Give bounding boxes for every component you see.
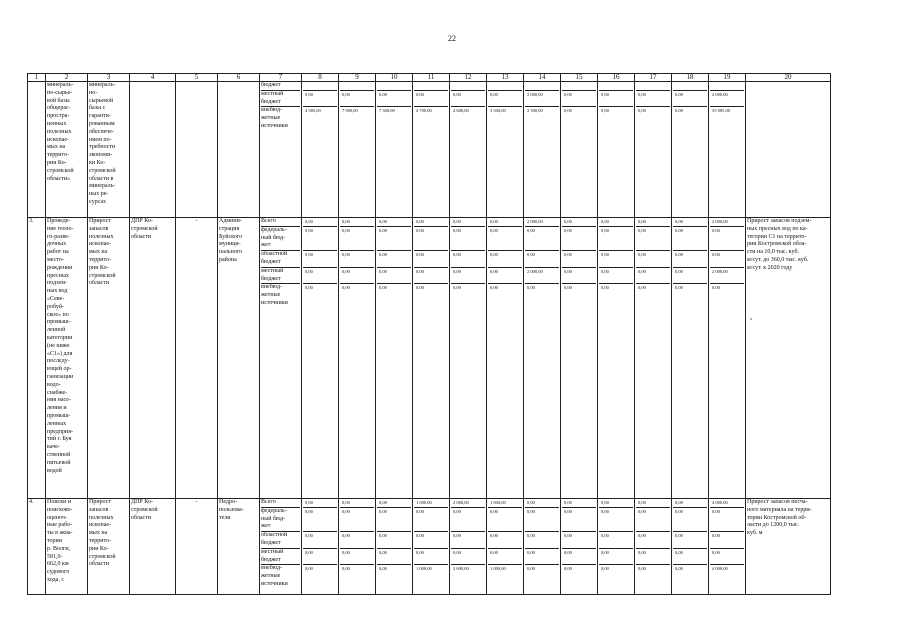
cell-participant	[218, 82, 260, 218]
amount-value	[636, 82, 670, 91]
amount-value: 0,00	[414, 91, 448, 108]
amount-value: 0,00	[673, 499, 707, 508]
funding-source-label: федераль- ный бюд- жет	[261, 508, 300, 532]
cell-amount-col-13	[487, 82, 524, 218]
amount-value: 0,00	[562, 227, 596, 251]
amount-value: 0,00	[342, 566, 350, 572]
cell-participant: Админи- страция Буйского муници- пального района	[218, 218, 260, 499]
cell-measure-name: минераль- но-сырье- вой базы общерас- простра- ненных полезных ископае- мых на террито- рии Ко- стромской области»	[46, 82, 88, 218]
column-number-header	[28, 74, 831, 82]
amount-value: 1 000,00	[414, 499, 448, 508]
amount-value: 0,00	[340, 91, 374, 108]
amount-value: 0,00	[562, 268, 596, 285]
amount-value: 0,00	[377, 549, 411, 566]
amount-value: 0,00	[636, 91, 670, 108]
amount-value: 0,00	[562, 499, 596, 508]
amount-value: 0,00	[636, 508, 670, 532]
amount-value: 2 000,00	[451, 499, 485, 508]
amount-value: 0,00	[414, 532, 448, 549]
funding-source-label: областной бюджет	[261, 532, 300, 549]
amount-value	[451, 82, 485, 91]
amount-value: 0,00	[451, 268, 485, 285]
amount-value: 0,00	[673, 91, 707, 108]
cell-amount-col-12	[450, 499, 487, 595]
column-number-7: 7	[260, 74, 302, 82]
amount-value: 0,00	[599, 508, 633, 532]
funding-source-label: внебюд- жетные источники	[261, 565, 288, 587]
column-number-5: 5	[176, 74, 218, 82]
amount-value: 0,00	[599, 227, 633, 251]
amount-value: 0,00	[379, 566, 387, 572]
cell-amount-col-15	[561, 218, 598, 499]
table-row	[28, 499, 831, 595]
amount-value: 0,00	[673, 508, 707, 532]
amount-value: 0,00	[675, 108, 683, 114]
amount-value: 0,00	[490, 285, 498, 291]
amount-value: 0,00	[451, 91, 485, 108]
amount-value: 0,00	[673, 251, 707, 268]
amount-value: 2 000,00	[710, 91, 744, 108]
cell-amount-col-12	[450, 218, 487, 499]
amount-value: 0,00	[599, 268, 633, 285]
amount-value: 0,00	[599, 218, 633, 227]
amount-value: 0,00	[488, 549, 522, 566]
amount-value: 0,00	[562, 251, 596, 268]
amount-value: 0,00	[377, 251, 411, 268]
column-number-16: 16	[598, 74, 635, 82]
amount-value: 0,00	[377, 227, 411, 251]
column-number-14: 14	[524, 74, 561, 82]
cell-expected-result: минераль- но- сырьевой базы с гаранти- рованным обеспече- нием по- требности экономи- ки Ко- стромской области в минераль- ных ре- сурсах	[88, 82, 130, 218]
funding-source-label: Всего	[261, 499, 300, 508]
funding-source-label: Всего	[261, 218, 300, 227]
cell-expected-result: Прирост запасов полезных ископае- мых на террито- рии Ко- стромской области	[88, 218, 130, 499]
amount-value: 0,00	[340, 549, 374, 566]
amount-value: 0,00	[562, 218, 596, 227]
amount-value: 0,00	[636, 218, 670, 227]
cell-amount-col-18	[672, 218, 709, 499]
cell-amount-col-13	[487, 499, 524, 595]
amount-value: 0,00	[636, 499, 670, 508]
amount-value: 0,00	[638, 566, 646, 572]
amount-value: 4 585,00	[305, 108, 321, 114]
cell-amount-col-14	[524, 82, 561, 218]
amount-value: 0,00	[525, 532, 559, 549]
amount-value: 0,00	[525, 508, 559, 532]
amount-value: 0,00	[636, 268, 670, 285]
amount-value	[377, 82, 411, 91]
column-number-8: 8	[302, 74, 339, 82]
stray-mark	[750, 318, 752, 320]
cell-funding-sources	[260, 499, 302, 595]
amount-value: 0,00	[601, 108, 609, 114]
amount-value: 0,00	[414, 268, 448, 285]
column-number-18: 18	[672, 74, 709, 82]
cell-amount-col-16	[598, 218, 635, 499]
amount-value: 0,00	[453, 285, 461, 291]
cell-number: 3.	[28, 218, 46, 499]
cell-amount-col-9	[339, 499, 376, 595]
amount-value: 0,00	[451, 218, 485, 227]
amount-value: 3 500,00	[490, 108, 506, 114]
amount-value: 0,00	[562, 549, 596, 566]
amount-value: 0,00	[414, 227, 448, 251]
amount-value: 0,00	[377, 532, 411, 549]
cell-amount-col-9	[339, 218, 376, 499]
cell-amount-col-14	[524, 218, 561, 499]
amount-value: 0,00	[564, 108, 572, 114]
amount-value: 0,00	[636, 549, 670, 566]
amount-value: 0,00	[303, 499, 337, 508]
cell-co-executor: -	[176, 218, 218, 499]
cell-amount-col-18	[672, 82, 709, 218]
amount-value: 0,00	[451, 532, 485, 549]
column-number-4: 4	[130, 74, 176, 82]
amount-value: 0,00	[414, 218, 448, 227]
amount-value: 2 000,00	[525, 218, 559, 227]
cell-amount-col-19	[709, 82, 746, 218]
amount-value: 0,00	[673, 532, 707, 549]
amount-value: 2 000,00	[710, 218, 744, 227]
amount-value: 0,00	[451, 508, 485, 532]
cell-target-indicator	[746, 82, 831, 218]
amount-value: 0,00	[377, 218, 411, 227]
table-row	[28, 82, 831, 218]
amount-value: 0,00	[675, 566, 683, 572]
amount-value: 0,00	[636, 227, 670, 251]
cell-amount-col-16	[598, 82, 635, 218]
cell-amount-col-8	[302, 218, 339, 499]
amount-value: 2 500,00	[527, 108, 543, 114]
cell-amount-col-8	[302, 82, 339, 218]
program-table	[27, 73, 831, 595]
amount-value: 0,00	[673, 227, 707, 251]
amount-value: 0,00	[340, 499, 374, 508]
amount-value	[340, 82, 374, 91]
column-number-15: 15	[561, 74, 598, 82]
amount-value: 4 700,00	[416, 108, 432, 114]
amount-value: 0,00	[305, 566, 313, 572]
amount-value: 0,00	[710, 251, 744, 268]
amount-value: 1 000,00	[490, 566, 506, 572]
cell-amount-col-11	[413, 218, 450, 499]
amount-value: 0,00	[416, 285, 424, 291]
column-number-11: 11	[413, 74, 450, 82]
amount-value: 0,00	[527, 566, 535, 572]
amount-value: 0,00	[599, 499, 633, 508]
cell-amount-col-16	[598, 499, 635, 595]
amount-value: 0,00	[340, 218, 374, 227]
amount-value: 0,00	[710, 227, 744, 251]
cell-coordinator	[130, 82, 176, 218]
amount-value: 0,00	[488, 532, 522, 549]
cell-co-executor	[176, 82, 218, 218]
column-number-12: 12	[450, 74, 487, 82]
amount-value: 0,00	[525, 227, 559, 251]
amount-value: 0,00	[710, 532, 744, 549]
amount-value: 0,00	[377, 508, 411, 532]
funding-source-label: внебюд- жетные источники	[261, 284, 288, 306]
amount-value: 0,00	[673, 218, 707, 227]
amount-value: 0,00	[340, 227, 374, 251]
cell-coordinator: ДПР Ко- стромской области	[130, 218, 176, 499]
table-row	[28, 218, 831, 499]
amount-value: 0,00	[488, 268, 522, 285]
amount-value	[673, 82, 707, 91]
amount-value: 0,00	[562, 532, 596, 549]
amount-value	[710, 82, 744, 91]
amount-value: 2 000,00	[710, 268, 744, 285]
amount-value: 0,00	[710, 508, 744, 532]
cell-co-executor: -	[176, 499, 218, 595]
amount-value: 4 600,00	[453, 108, 469, 114]
cell-coordinator: ДПР Ко- стромской области	[130, 499, 176, 595]
amount-value: 0,00	[414, 251, 448, 268]
amount-value	[488, 82, 522, 91]
amount-value: 0,00	[377, 499, 411, 508]
cell-amount-col-14	[524, 499, 561, 595]
amount-value	[599, 82, 633, 91]
cell-amount-col-11	[413, 82, 450, 218]
amount-value: 0,00	[527, 285, 535, 291]
amount-value: 7 900,00	[342, 108, 358, 114]
amount-value: 35 085,00	[712, 108, 730, 114]
amount-value: 0,00	[488, 227, 522, 251]
amount-value: 0,00	[638, 108, 646, 114]
amount-value: 0,00	[636, 532, 670, 549]
amount-value: 2 000,00	[525, 91, 559, 108]
amount-value: 0,00	[303, 549, 337, 566]
cell-amount-col-19	[709, 218, 746, 499]
amount-value: 0,00	[599, 251, 633, 268]
cell-amount-col-8	[302, 499, 339, 595]
amount-value: 0,00	[303, 218, 337, 227]
amount-value: 2 000,00	[453, 566, 469, 572]
amount-value: 0,00	[525, 251, 559, 268]
amount-value: 0,00	[599, 532, 633, 549]
cell-amount-col-19	[709, 499, 746, 595]
column-number-19: 19	[709, 74, 746, 82]
amount-value: 0,00	[488, 251, 522, 268]
funding-source-label: федераль- ный бюд- жет	[261, 227, 300, 251]
cell-amount-col-15	[561, 82, 598, 218]
cell-measure-name: Поиски и поисково- оценоч- ные рабо- ты в аква- тории р. Волги, 581,0- 662,0 км судового хода, с	[46, 499, 88, 595]
amount-value: 0,00	[488, 218, 522, 227]
amount-value: 0,00	[342, 285, 350, 291]
cell-target-indicator: Прирост запасов песча- ного материала на терри- тории Костромской об- ласти до 1200,0 тыс. куб. м	[746, 499, 831, 595]
amount-value: 0,00	[414, 508, 448, 532]
amount-value: 0,00	[303, 508, 337, 532]
cell-funding-sources	[260, 82, 302, 218]
cell-amount-col-9	[339, 82, 376, 218]
amount-value: 0,00	[451, 549, 485, 566]
funding-source-label: местный бюджет	[261, 268, 300, 285]
cell-amount-col-17	[635, 218, 672, 499]
amount-value: 0,00	[303, 227, 337, 251]
amount-value	[525, 82, 559, 91]
cell-number	[28, 82, 46, 218]
page-number: 22	[448, 34, 456, 43]
cell-amount-col-15	[561, 499, 598, 595]
amount-value: 0,00	[675, 285, 683, 291]
amount-value: 0,00	[599, 91, 633, 108]
amount-value: 7 300,00	[379, 108, 395, 114]
amount-value: 0,00	[488, 91, 522, 108]
amount-value: 2 000,00	[525, 268, 559, 285]
column-number-1: 1	[28, 74, 46, 82]
column-number-9: 9	[339, 74, 376, 82]
amount-value: 0,00	[340, 508, 374, 532]
amount-value: 0,00	[638, 285, 646, 291]
cell-amount-col-12	[450, 82, 487, 218]
amount-value: 0,00	[673, 549, 707, 566]
amount-value: 0,00	[379, 285, 387, 291]
amount-value: 0,00	[340, 251, 374, 268]
cell-amount-col-17	[635, 499, 672, 595]
amount-value: 4 000,00	[710, 499, 744, 508]
cell-amount-col-17	[635, 82, 672, 218]
amount-value: 0,00	[601, 285, 609, 291]
amount-value: 0,00	[305, 285, 313, 291]
cell-amount-col-10	[376, 499, 413, 595]
amount-value: 0,00	[414, 549, 448, 566]
amount-value: 0,00	[488, 508, 522, 532]
amount-value: 1 000,00	[416, 566, 432, 572]
amount-value: 0,00	[451, 251, 485, 268]
amount-value: 0,00	[710, 549, 744, 566]
cell-amount-col-10	[376, 82, 413, 218]
cell-amount-col-10	[376, 218, 413, 499]
cell-participant: Недро- пользова- тели	[218, 499, 260, 595]
funding-source-label: местный бюджет	[261, 91, 300, 108]
funding-source-label: бюджет	[261, 82, 300, 91]
column-number-17: 17	[635, 74, 672, 82]
cell-target-indicator: Прирост запасов подзем- ных пресных вод по ка- тегории С1 на террито- рии Костромской обла- сти на 10,0 тыс. куб. м/сут. до 360,0 тыс. куб. м/сут. к 2020 году	[746, 218, 831, 499]
amount-value: 0,00	[636, 251, 670, 268]
column-number-13: 13	[487, 74, 524, 82]
cell-amount-col-18	[672, 499, 709, 595]
amount-value: 1 000,00	[488, 499, 522, 508]
amount-value	[303, 82, 337, 91]
cell-number: 4.	[28, 499, 46, 595]
amount-value: 0,00	[562, 508, 596, 532]
amount-value	[414, 82, 448, 91]
amount-value: 0,00	[340, 532, 374, 549]
cell-funding-sources	[260, 218, 302, 499]
amount-value: 0,00	[303, 91, 337, 108]
amount-value: 0,00	[564, 566, 572, 572]
column-number-10: 10	[376, 74, 413, 82]
amount-value: 0,00	[303, 268, 337, 285]
amount-value: 0,00	[712, 285, 720, 291]
cell-expected-result: Прирост запасов полезных ископае- мых на террито- рии Ко- стромской области	[88, 499, 130, 595]
funding-source-label: областной бюджет	[261, 251, 300, 268]
column-number-6: 6	[218, 74, 260, 82]
amount-value: 0,00	[451, 227, 485, 251]
amount-value: 0,00	[564, 285, 572, 291]
cell-amount-col-13	[487, 218, 524, 499]
amount-value: 0,00	[599, 549, 633, 566]
cell-amount-col-11	[413, 499, 450, 595]
column-number-3: 3	[88, 74, 130, 82]
amount-value: 0,00	[340, 268, 374, 285]
amount-value: 0,00	[303, 251, 337, 268]
amount-value: 0,00	[525, 549, 559, 566]
funding-source-label: местный бюджет	[261, 549, 300, 566]
amount-value: 0,00	[562, 91, 596, 108]
amount-value: 0,00	[525, 499, 559, 508]
amount-value: 0,00	[601, 566, 609, 572]
amount-value: 0,00	[303, 532, 337, 549]
amount-value: 0,00	[377, 268, 411, 285]
amount-value: 0,00	[377, 91, 411, 108]
column-number-2: 2	[46, 74, 88, 82]
amount-value: 0,00	[673, 268, 707, 285]
cell-measure-name: Проведе- ние геоло- го-разве- дочных работ на место- рождении пресных подзем- ных вод «Севе- робуй- ское» по промыш- ленной категории (не ниже «С1») для последу- ющей ор- ганизации водо- снабже- ния насе- ления и промыш- ленных предприя- тий г. Буя каче- ственной питьевой водой	[46, 218, 88, 499]
amount-value	[562, 82, 596, 91]
amount-value: 4 000,00	[712, 566, 728, 572]
funding-source-label: внебюд- жетные источники	[261, 107, 288, 129]
column-number-20: 20	[746, 74, 831, 82]
